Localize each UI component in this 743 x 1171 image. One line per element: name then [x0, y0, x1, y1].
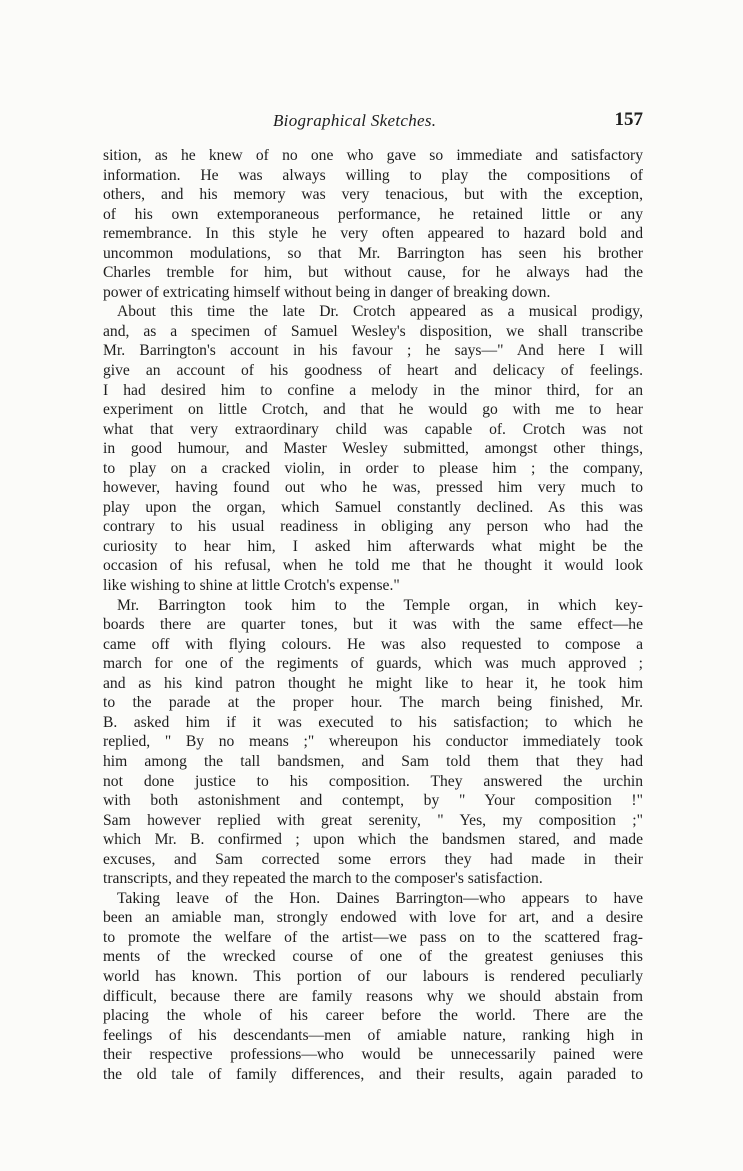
- text-line: uncommon modulations, so that Mr. Barrington has seen his brother: [103, 244, 643, 262]
- body-text: [103, 146, 643, 1084]
- text-line: Mr. Barrington took him to the Temple organ, in which key-: [117, 596, 643, 614]
- text-line: in good humour, and Master Wesley submitted, amongst other things,: [103, 440, 643, 458]
- text-line: the old tale of family differences, and their results, again paraded to: [103, 1065, 643, 1083]
- text-line: Charles tremble for him, but without cause, for he always had the: [103, 264, 643, 282]
- text-line: him among the tall bandsmen, and Sam told them that they had: [103, 752, 643, 770]
- text-line: information. He was always willing to play the compositions of: [103, 166, 643, 184]
- text-line: replied, " By no means ;" whereupon his conductor immediately took: [103, 733, 643, 751]
- text-line: came off with flying colours. He was also requested to compose a: [103, 635, 643, 653]
- text-line: to promote the welfare of the artist—we pass on to the scattered frag-: [103, 928, 643, 946]
- page-number: 157: [614, 109, 643, 130]
- text-line: to the parade at the proper hour. The march being finished, Mr.: [103, 694, 643, 712]
- text-line: feelings of his descendants—men of amiable nature, ranking high in: [103, 1026, 643, 1044]
- text-line: boards there are quarter tones, but it was with the same effect—he: [103, 616, 643, 634]
- text-line: to play on a cracked violin, in order to please him ; the company,: [103, 459, 643, 477]
- text-line: march for one of the regiments of guards, which was much approved ;: [103, 655, 643, 673]
- text-line: with both astonishment and contempt, by " Your composition !": [103, 792, 643, 810]
- text-line: excuses, and Sam corrected some errors they had made in their: [103, 850, 643, 868]
- text-line: and as his kind patron thought he might like to hear it, he took him: [103, 674, 643, 692]
- text-line: ments of the wrecked course of one of the greatest geniuses this: [103, 948, 643, 966]
- text-line: experiment on little Crotch, and that he would go with me to hear: [103, 401, 643, 419]
- running-title: Biographical Sketches.: [273, 111, 437, 130]
- text-line: sition, as he knew of no one who gave so immediate and satisfactory: [103, 147, 643, 164]
- text-line: About this time the late Dr. Crotch appeared as a musical prodigy,: [117, 303, 643, 321]
- text-line: Mr. Barrington's account in his favour ; he says—" And here I will: [103, 342, 643, 360]
- running-head: [103, 111, 643, 137]
- text-line: occasion of his refusal, when he told me that he thought it would look: [103, 557, 643, 575]
- text-line: which Mr. B. confirmed ; upon which the bandsmen stared, and made: [103, 831, 643, 849]
- text-line: however, having found out who he was, pressed him very much to: [103, 479, 643, 497]
- text-line: placing the whole of his career before the world. There are the: [103, 1007, 643, 1025]
- text-line: like wishing to shine at little Crotch's expense.": [103, 577, 400, 595]
- text-line: give an account of his goodness of heart and delicacy of feelings.: [103, 362, 643, 380]
- text-line: B. asked him if it was executed to his satisfaction; to which he: [103, 713, 643, 731]
- text-line: been an amiable man, strongly endowed with love for art, and a desire: [103, 909, 643, 927]
- text-line: contrary to his usual readiness in obliging any person who had the: [103, 518, 643, 536]
- text-line: of his own extemporaneous performance, he retained little or any: [103, 205, 643, 223]
- text-line: Sam however replied with great serenity, " Yes, my composition ;": [103, 811, 643, 829]
- text-line: curiosity to hear him, I asked him afterwards what might be the: [103, 537, 643, 555]
- text-line: remembrance. In this style he very often appeared to hazard bold and: [103, 225, 643, 243]
- text-line: others, and his memory was very tenacious, but with the exception,: [103, 186, 643, 204]
- text-line: difficult, because there are family reasons why we should abstain from: [103, 987, 643, 1005]
- text-line: power of extricating himself without being in danger of breaking down.: [103, 283, 551, 301]
- text-line: transcripts, and they repeated the march to the composer's satisfaction.: [103, 870, 543, 888]
- text-line: Taking leave of the Hon. Daines Barrington—who appears to have: [117, 889, 643, 907]
- text-line: I had desired him to confine a melody in the minor third, for an: [103, 381, 643, 399]
- text-line: play upon the organ, which Samuel constantly declined. As this was: [103, 498, 643, 516]
- text-line: not done justice to his composition. They answered the urchin: [103, 772, 643, 790]
- text-line: what that very extraordinary child was capable of. Crotch was not: [103, 420, 643, 438]
- text-line: world has known. This portion of our labours is rendered peculiarly: [103, 967, 643, 985]
- text-line: and, as a specimen of Samuel Wesley's disposition, we shall transcribe: [103, 322, 643, 340]
- text-line: their respective professions—who would be unnecessarily pained were: [103, 1046, 643, 1064]
